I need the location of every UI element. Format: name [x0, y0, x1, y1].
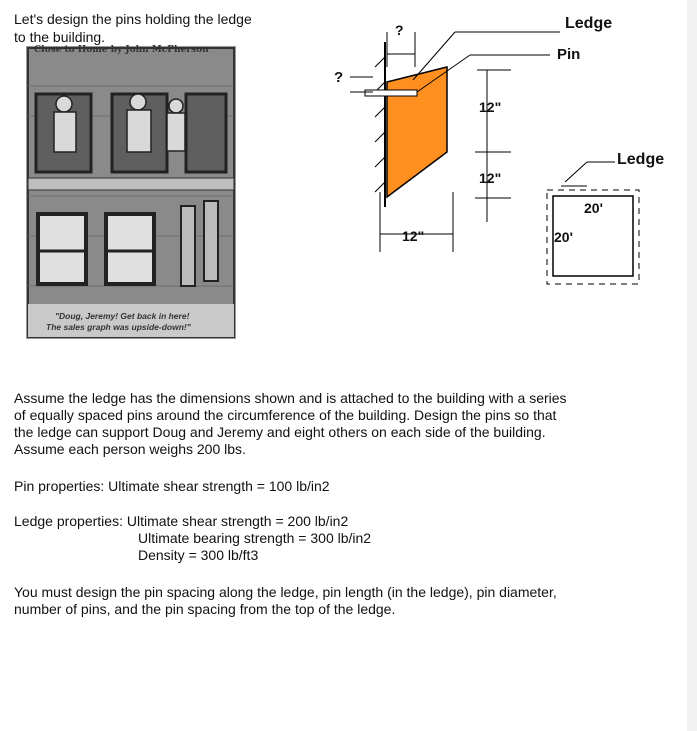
ledge-prop-line3: Density = 300 lb/ft3: [138, 547, 259, 563]
intro-text: Let's design the pins holding the ledge to the building.: [14, 11, 252, 45]
design-task-paragraph: You must design the pin spacing along the ledge, pin length (in the ledge), pin diameter, number of pins, and the pin spacing from the top of the ledge.: [14, 584, 557, 617]
cartoon-image: [26, 46, 236, 339]
top-question-mark: ?: [395, 22, 404, 38]
left-question-mark: ?: [334, 69, 344, 86]
ledge-properties: [14, 513, 574, 564]
cartoon-caption-line2: The sales graph was upside-down!": [46, 322, 191, 332]
dim-12-upper: 12": [479, 99, 502, 115]
dim-12-bottom: 12": [402, 228, 425, 244]
pin-label: Pin: [557, 46, 581, 63]
assumption-paragraph: Assume the ledge has the dimensions shown and is attached to the building with a series of equally spaced pins around the circumference of the building. Design the pins so that the ledge can support Doug and Jeremy and eight others on each side of the building. Assume each person weighs 200 lbs.: [14, 390, 567, 457]
pin-properties: Pin properties: Ultimate shear strength = 100 lb/in2: [14, 478, 330, 494]
ledge-diagram: [325, 12, 675, 302]
cartoon-caption-line1: "Doug, Jeremy! Get back in here!: [55, 311, 190, 321]
ledge-prop-line1: Ledge properties: Ultimate shear strength = 200 lb/in2: [14, 513, 349, 529]
ledge-label: Ledge: [565, 15, 613, 32]
plan-ledge-label: Ledge: [617, 151, 665, 168]
scrollbar[interactable]: [687, 0, 697, 731]
cartoon-title: Close to Home by John McPherson: [34, 45, 209, 55]
ledge-prop-line2: Ultimate bearing strength = 300 lb/in2: [138, 530, 372, 546]
dim-12-lower: 12": [479, 170, 502, 186]
plan-dim-top: 20': [584, 200, 603, 216]
plan-dim-side: 20': [554, 229, 573, 245]
